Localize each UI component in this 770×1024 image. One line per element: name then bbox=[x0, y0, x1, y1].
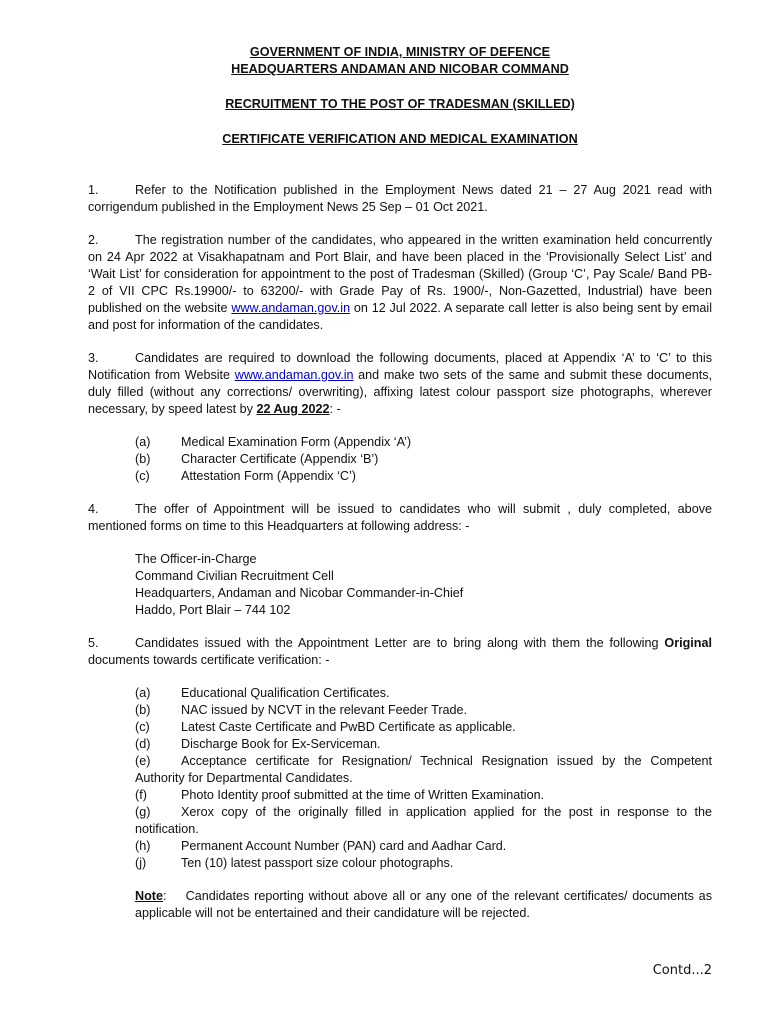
note-text: Candidates reporting without above all or any one of the relevant certificates/ documents as applicable will not be entertained and their candidature will be rejected. bbox=[135, 889, 712, 920]
address-line: Headquarters, Andaman and Nicobar Commander-in-Chief bbox=[135, 586, 464, 600]
deadline-date: 22 Aug 2022 bbox=[256, 402, 330, 416]
website-link[interactable]: www.andaman.gov.in bbox=[231, 301, 351, 315]
list-item bbox=[135, 804, 712, 838]
item-label: (h) bbox=[135, 839, 151, 853]
item-text: Discharge Book for Ex-Serviceman. bbox=[181, 737, 381, 751]
paragraph-number: 2. bbox=[88, 233, 99, 247]
list-item bbox=[135, 451, 712, 468]
paragraph-text: documents towards certificate verification: - bbox=[88, 653, 330, 667]
item-label: (c) bbox=[135, 720, 150, 734]
paragraph-number: 4. bbox=[88, 502, 99, 516]
list-item bbox=[135, 685, 712, 702]
item-label: (e) bbox=[135, 754, 151, 768]
note-label: Note bbox=[135, 889, 163, 903]
paragraph-text: : - bbox=[329, 402, 341, 416]
paragraph-text: Candidates issued with the Appointment Letter are to bring along with them the following bbox=[135, 636, 659, 650]
paragraph-number: 3. bbox=[88, 351, 99, 365]
paragraph-4 bbox=[88, 501, 712, 535]
paragraph-number: 5. bbox=[88, 636, 99, 650]
item-text: Medical Examination Form (Appendix ‘A’) bbox=[181, 435, 412, 449]
address-line: The Officer-in-Charge bbox=[135, 552, 257, 566]
paragraph-2 bbox=[88, 232, 712, 334]
website-link[interactable]: www.andaman.gov.in bbox=[234, 368, 354, 382]
item-text: Permanent Account Number (PAN) card and Aadhar Card. bbox=[181, 839, 507, 853]
header-line-1: GOVERNMENT OF INDIA, MINISTRY OF DEFENCE bbox=[249, 45, 551, 59]
paragraph-text: Candidates are required to download the following documents, placed at Appendix ‘A’ to ‘C’ to this Notification from Website bbox=[88, 351, 712, 382]
original-emphasis: Original bbox=[664, 636, 713, 650]
item-label: (g) bbox=[135, 805, 151, 819]
paragraph-number: 1. bbox=[88, 183, 99, 197]
paragraph-text: and make two sets of the same and submit these documents, duly filled (without any corrections/ overwriting), affixing latest colour passport size photographs, wherever necessary, by speed latest by bbox=[88, 368, 712, 416]
paragraph-3 bbox=[88, 350, 712, 418]
list-item bbox=[135, 719, 712, 736]
item-text: Photo Identity proof submitted at the time of Written Examination. bbox=[181, 788, 545, 802]
address-block bbox=[135, 551, 712, 619]
appendix-list bbox=[135, 434, 712, 485]
address-line: Command Civilian Recruitment Cell bbox=[135, 569, 334, 583]
item-label: (d) bbox=[135, 737, 151, 751]
item-label: (a) bbox=[135, 435, 151, 449]
list-item bbox=[135, 434, 712, 451]
item-label: (b) bbox=[135, 703, 151, 717]
paragraph-text: on 12 Jul 2022. A separate call letter is also being sent by email and post for information of the candidates. bbox=[88, 301, 712, 332]
paragraph-text: The registration number of the candidates, who appeared in the written examination held concurrently on 24 Apr 2022 at Visakhapatnam and Port Blair, and have been placed in the ‘Provisionally Select List’ and ‘Wait List’ for consideration for appointment to the post of Tradesman (Skilled) (Group ‘C’, Pay Scale/ Band PB-2 of VII CPC Rs.19900/- to 63200/- with Grade Pay of Rs. 1900/-, Non-Gazetted, Industrial) have been published on the website bbox=[88, 233, 712, 315]
item-text: Character Certificate (Appendix ‘B’) bbox=[181, 452, 379, 466]
item-label: (j) bbox=[135, 856, 147, 870]
item-label: (a) bbox=[135, 686, 151, 700]
list-item bbox=[135, 468, 712, 485]
list-item bbox=[135, 736, 712, 753]
documents-list bbox=[135, 685, 712, 872]
paragraph-1 bbox=[88, 182, 712, 216]
header-line-2: HEADQUARTERS ANDAMAN AND NICOBAR COMMAND bbox=[231, 62, 569, 76]
item-text: Acceptance certificate for Resignation/ Technical Resignation issued by the Competent Authority for Departmental Candidates. bbox=[135, 754, 712, 785]
subtitle: CERTIFICATE VERIFICATION AND MEDICAL EXAMINATION bbox=[222, 132, 578, 146]
list-item bbox=[135, 838, 712, 855]
subject-title: RECRUITMENT TO THE POST OF TRADESMAN (SKILLED) bbox=[225, 97, 575, 111]
item-text: Latest Caste Certificate and PwBD Certificate as applicable. bbox=[181, 720, 516, 734]
list-item bbox=[135, 787, 712, 804]
item-text: NAC issued by NCVT in the relevant Feeder Trade. bbox=[181, 703, 468, 717]
document-page bbox=[88, 44, 712, 922]
paragraph-5 bbox=[88, 635, 712, 669]
list-item bbox=[135, 855, 712, 872]
item-text: Attestation Form (Appendix ‘C’) bbox=[181, 469, 356, 483]
continued-marker: Contd...2 bbox=[652, 963, 712, 978]
paragraph-text: The offer of Appointment will be issued to candidates who will submit , duly completed, above mentioned forms on time to this Headquarters at following address: - bbox=[88, 502, 712, 533]
note-paragraph: Note: Candidates reporting without above all or any one of the relevant certificates/ documents as applicable will not be entertained and their candidature will be rejected. bbox=[135, 889, 712, 920]
list-item bbox=[135, 702, 712, 719]
address-line: Haddo, Port Blair – 744 102 bbox=[135, 603, 291, 617]
item-text: Ten (10) latest passport size colour photographs. bbox=[181, 856, 454, 870]
item-text: Xerox copy of the originally filled in application applied for the post in response to the notification. bbox=[135, 805, 712, 836]
item-label: (b) bbox=[135, 452, 151, 466]
item-label: (c) bbox=[135, 469, 150, 483]
paragraph-text: Refer to the Notification published in the Employment News dated 21 – 27 Aug 2021 read with corrigendum published in the Employment News 25 Sep – 01 Oct 2021. bbox=[88, 183, 712, 214]
item-text: Educational Qualification Certificates. bbox=[181, 686, 390, 700]
list-item bbox=[135, 753, 712, 787]
item-label: (f) bbox=[135, 788, 147, 802]
